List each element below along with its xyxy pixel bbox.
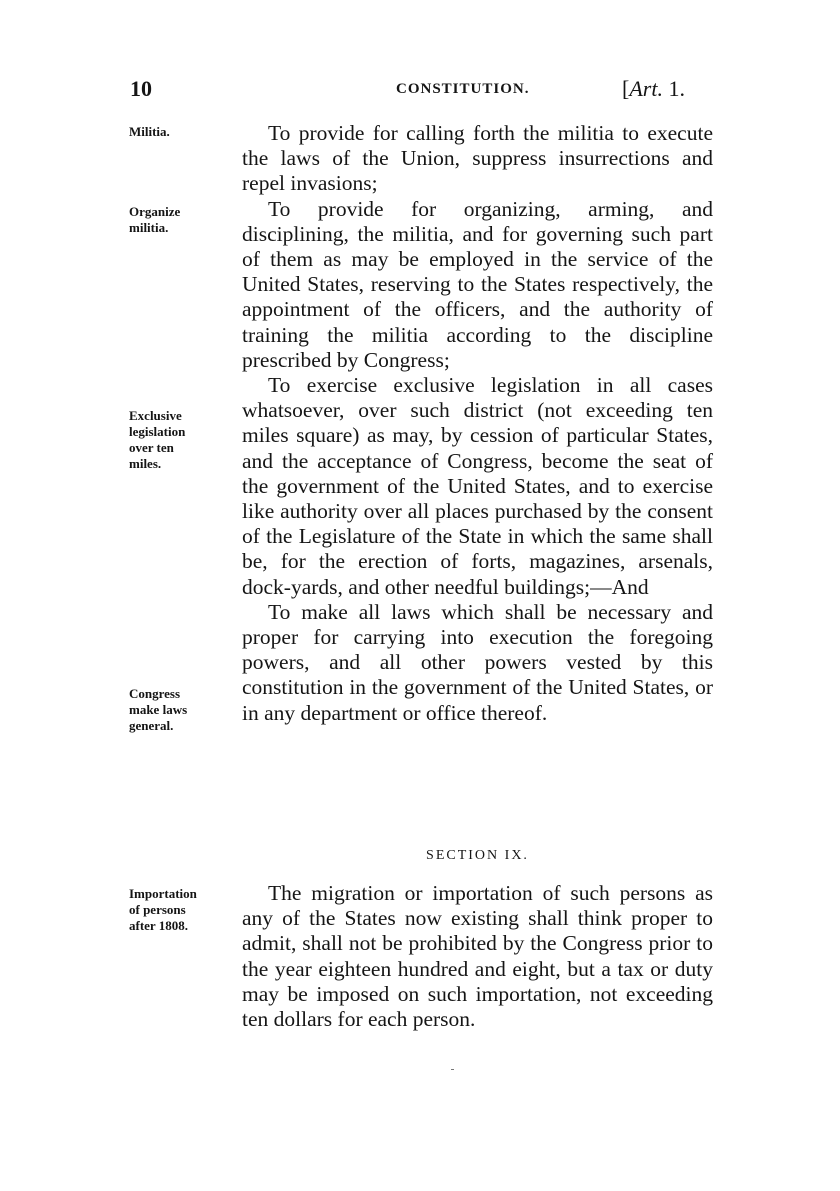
margin-note-importation <box>129 886 234 934</box>
section-body <box>242 881 713 1032</box>
paragraph-exclusive-legislation: To exercise exclusive legislation in all cases whatsoever, over such district (not exceeding ten miles square) as may, by cession of particular States, and the acceptance of Congress, become the seat of the government of the United States, and to exercise like authority over all places purchased by the consent of the Legislature of the State in which the same shall be, for the erection of forts, magazines, arsenals, dock-yards, and other needful buildings;—And <box>242 373 713 599</box>
section-heading: SECTION IX. <box>426 848 529 863</box>
running-title: CONSTITUTION. <box>396 81 530 97</box>
margin-note-line: make laws <box>129 702 188 717</box>
page-number: 10 <box>130 76 152 101</box>
article-abbrev: Art. <box>629 76 663 101</box>
margin-note-congress-laws <box>129 686 234 734</box>
margin-note-line: miles. <box>129 456 162 471</box>
margin-note-line: Exclusive <box>129 408 182 423</box>
print-speck <box>451 1069 454 1070</box>
margin-note-organize-militia <box>129 204 234 236</box>
margin-note-exclusive-legislation <box>129 408 234 472</box>
margin-note-line: legislation <box>129 424 186 439</box>
margin-note-line: Congress <box>129 686 181 701</box>
article-bracket: [ <box>622 76 630 101</box>
article-number: 1. <box>662 76 685 101</box>
margin-note-line: Organize <box>129 204 181 219</box>
margin-note-line: Importation <box>129 886 197 901</box>
margin-note-line: militia. <box>129 220 169 235</box>
page-header <box>0 76 840 106</box>
body-text <box>242 121 713 726</box>
paragraph-necessary-and-proper: To make all laws which shall be necessary and proper for carrying into execution the foregoing powers, and all other powers vested by this constitution in the government of the United States, or in any department or office thereof. <box>242 599 713 725</box>
paragraph-importation: The migration or importation of such persons as any of the States now existing shall think proper to admit, shall not be prohibited by the Congress prior to the year eighteen hundred and eight, but a tax or duty may be imposed on such importation, not exceeding ten dollars for each person. <box>242 881 713 1032</box>
paragraph-organize-militia: To provide for organizing, arming, and disciplining, the militia, and for governing such part of them as may be employed in the service of the United States, reserving to the States respectively, the appointment of the officers, and the authority of training the militia according to the discipline prescribed by Congress; <box>242 196 713 372</box>
margin-note-line: over ten <box>129 440 174 455</box>
margin-note-line: of persons <box>129 902 186 917</box>
paragraph-militia: To provide for calling forth the militia to execute the laws of the Union, suppress insurrections and repel invasions; <box>242 121 713 196</box>
article-reference <box>622 76 685 102</box>
margin-note-line: Militia. <box>129 124 170 139</box>
margin-note-line: general. <box>129 718 174 733</box>
margin-note-line: after 1808. <box>129 918 188 933</box>
margin-note-militia <box>129 124 234 140</box>
